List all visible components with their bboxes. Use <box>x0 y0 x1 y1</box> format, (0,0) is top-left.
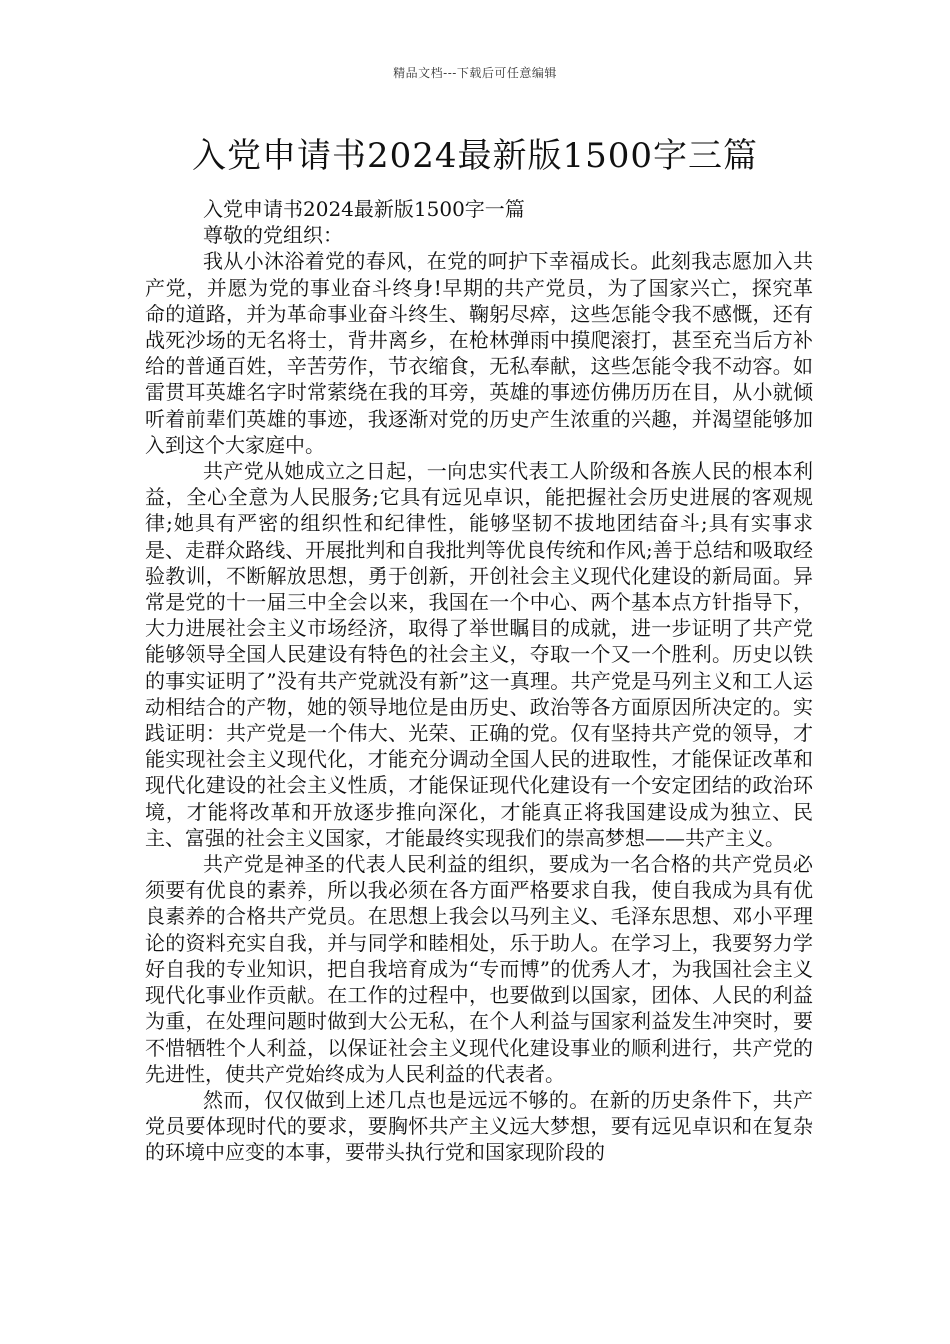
paragraph-1: 我从小沐浴着党的春风，在党的呵护下幸福成长。此刻我志愿加入共产党，并愿为党的事业奋斗终身!早期的共产党员，为了国家兴亡，探究革命的道路，并为革命事业奋斗终生、鞠躬尽瘁，这些怎能令我不感慨，还有战死沙场的无名将士，背井离乡，在枪林弹雨中摸爬滚打，甚至充当后方补给的普通百姓，辛苦劳作，节衣缩食，无私奉献，这些怎能令我不动容。如雷贯耳英雄名字时常萦绕在我的耳旁，英雄的事迹仿佛历历在目，从小就倾听着前辈们英雄的事迹，我逐渐对党的历史产生浓重的兴趣，并渴望能够加入到这个大家庭中。 <box>145 249 813 457</box>
header-note: 精品文档---下载后可任意编辑 <box>393 66 557 80</box>
document-body <box>145 196 813 1166</box>
paragraph-3: 共产党是神圣的代表人民利益的组织，要成为一名合格的共产党员必须要有优良的素养，所以我必须在各方面严格要求自我，使自我成为具有优良素养的合格共产党员。在思想上我会以马列主义、毛泽东思想、邓小平理论的资料充实自我，并与同学和睦相处，乐于助人。在学习上，我要努力学好自我的专业知识，把自我培育成为“专而博”的优秀人才，为我国社会主义现代化事业作贡献。在工作的过程中，也要做到以国家，团体、人民的利益为重，在处理问题时做到大公无私，在个人利益与国家利益发生冲突时，要不惜牺牲个人利益，以保证社会主义现代化建设事业的顺利进行，共产党的先进性，使共产党始终成为人民利益的代表者。 <box>145 852 813 1086</box>
paragraph-4: 然而，仅仅做到上述几点也是远远不够的。在新的历史条件下，共产党员要体现时代的要求，要胸怀共产主义远大梦想，要有远见卓识和在复杂的环境中应变的本事，要带头执行党和国家现阶段的 <box>145 1087 813 1165</box>
document-subtitle: 入党申请书2024最新版1500字一篇 <box>203 197 525 221</box>
salutation: 尊敬的党组织： <box>203 223 343 248</box>
paragraph-2: 共产党从她成立之日起，一向忠实代表工人阶级和各族人民的根本利益，全心全意为人民服务;它具有远见卓识，能把握社会历史进展的客观规律;她具有严密的组织性和纪律性，能够坚韧不拔地团结奋斗;具有实事求是、走群众路线、开展批判和自我批判等优良传统和作风;善于总结和吸取经验教训，不断解放思想，勇于创新，开创社会主义现代化建设的新局面。异常是党的十一届三中全会以来，我国在一个中心、两个基本点方针指导下，大力进展社会主义市场经济，取得了举世瞩目的成就，进一步证明了共产党能够领导全国人民建设有特色的社会主义，夺取一个又一个胜利。历史以铁的事实证明了”没有共产党就没有新”这一真理。共产党是马列主义和工人运动相结合的产物，她的领导地位是由历史、政治等各方面原因所决定的。实践证明：共产党是一个伟大、光荣、正确的党。仅有坚持共产党的领导，才能实现社会主义现代化，才能充分调动全国人民的进取性，才能保证改革和现代化建设的社会主义性质，才能保证现代化建设有一个安定团结的政治环境，才能将改革和开放逐步推向深化，才能真正将我国建设成为独立、民主、富强的社会主义国家，才能最终实现我们的崇高梦想——共产主义。 <box>145 459 813 850</box>
document-title: 入党申请书2024最新版1500字三篇 <box>191 136 759 176</box>
